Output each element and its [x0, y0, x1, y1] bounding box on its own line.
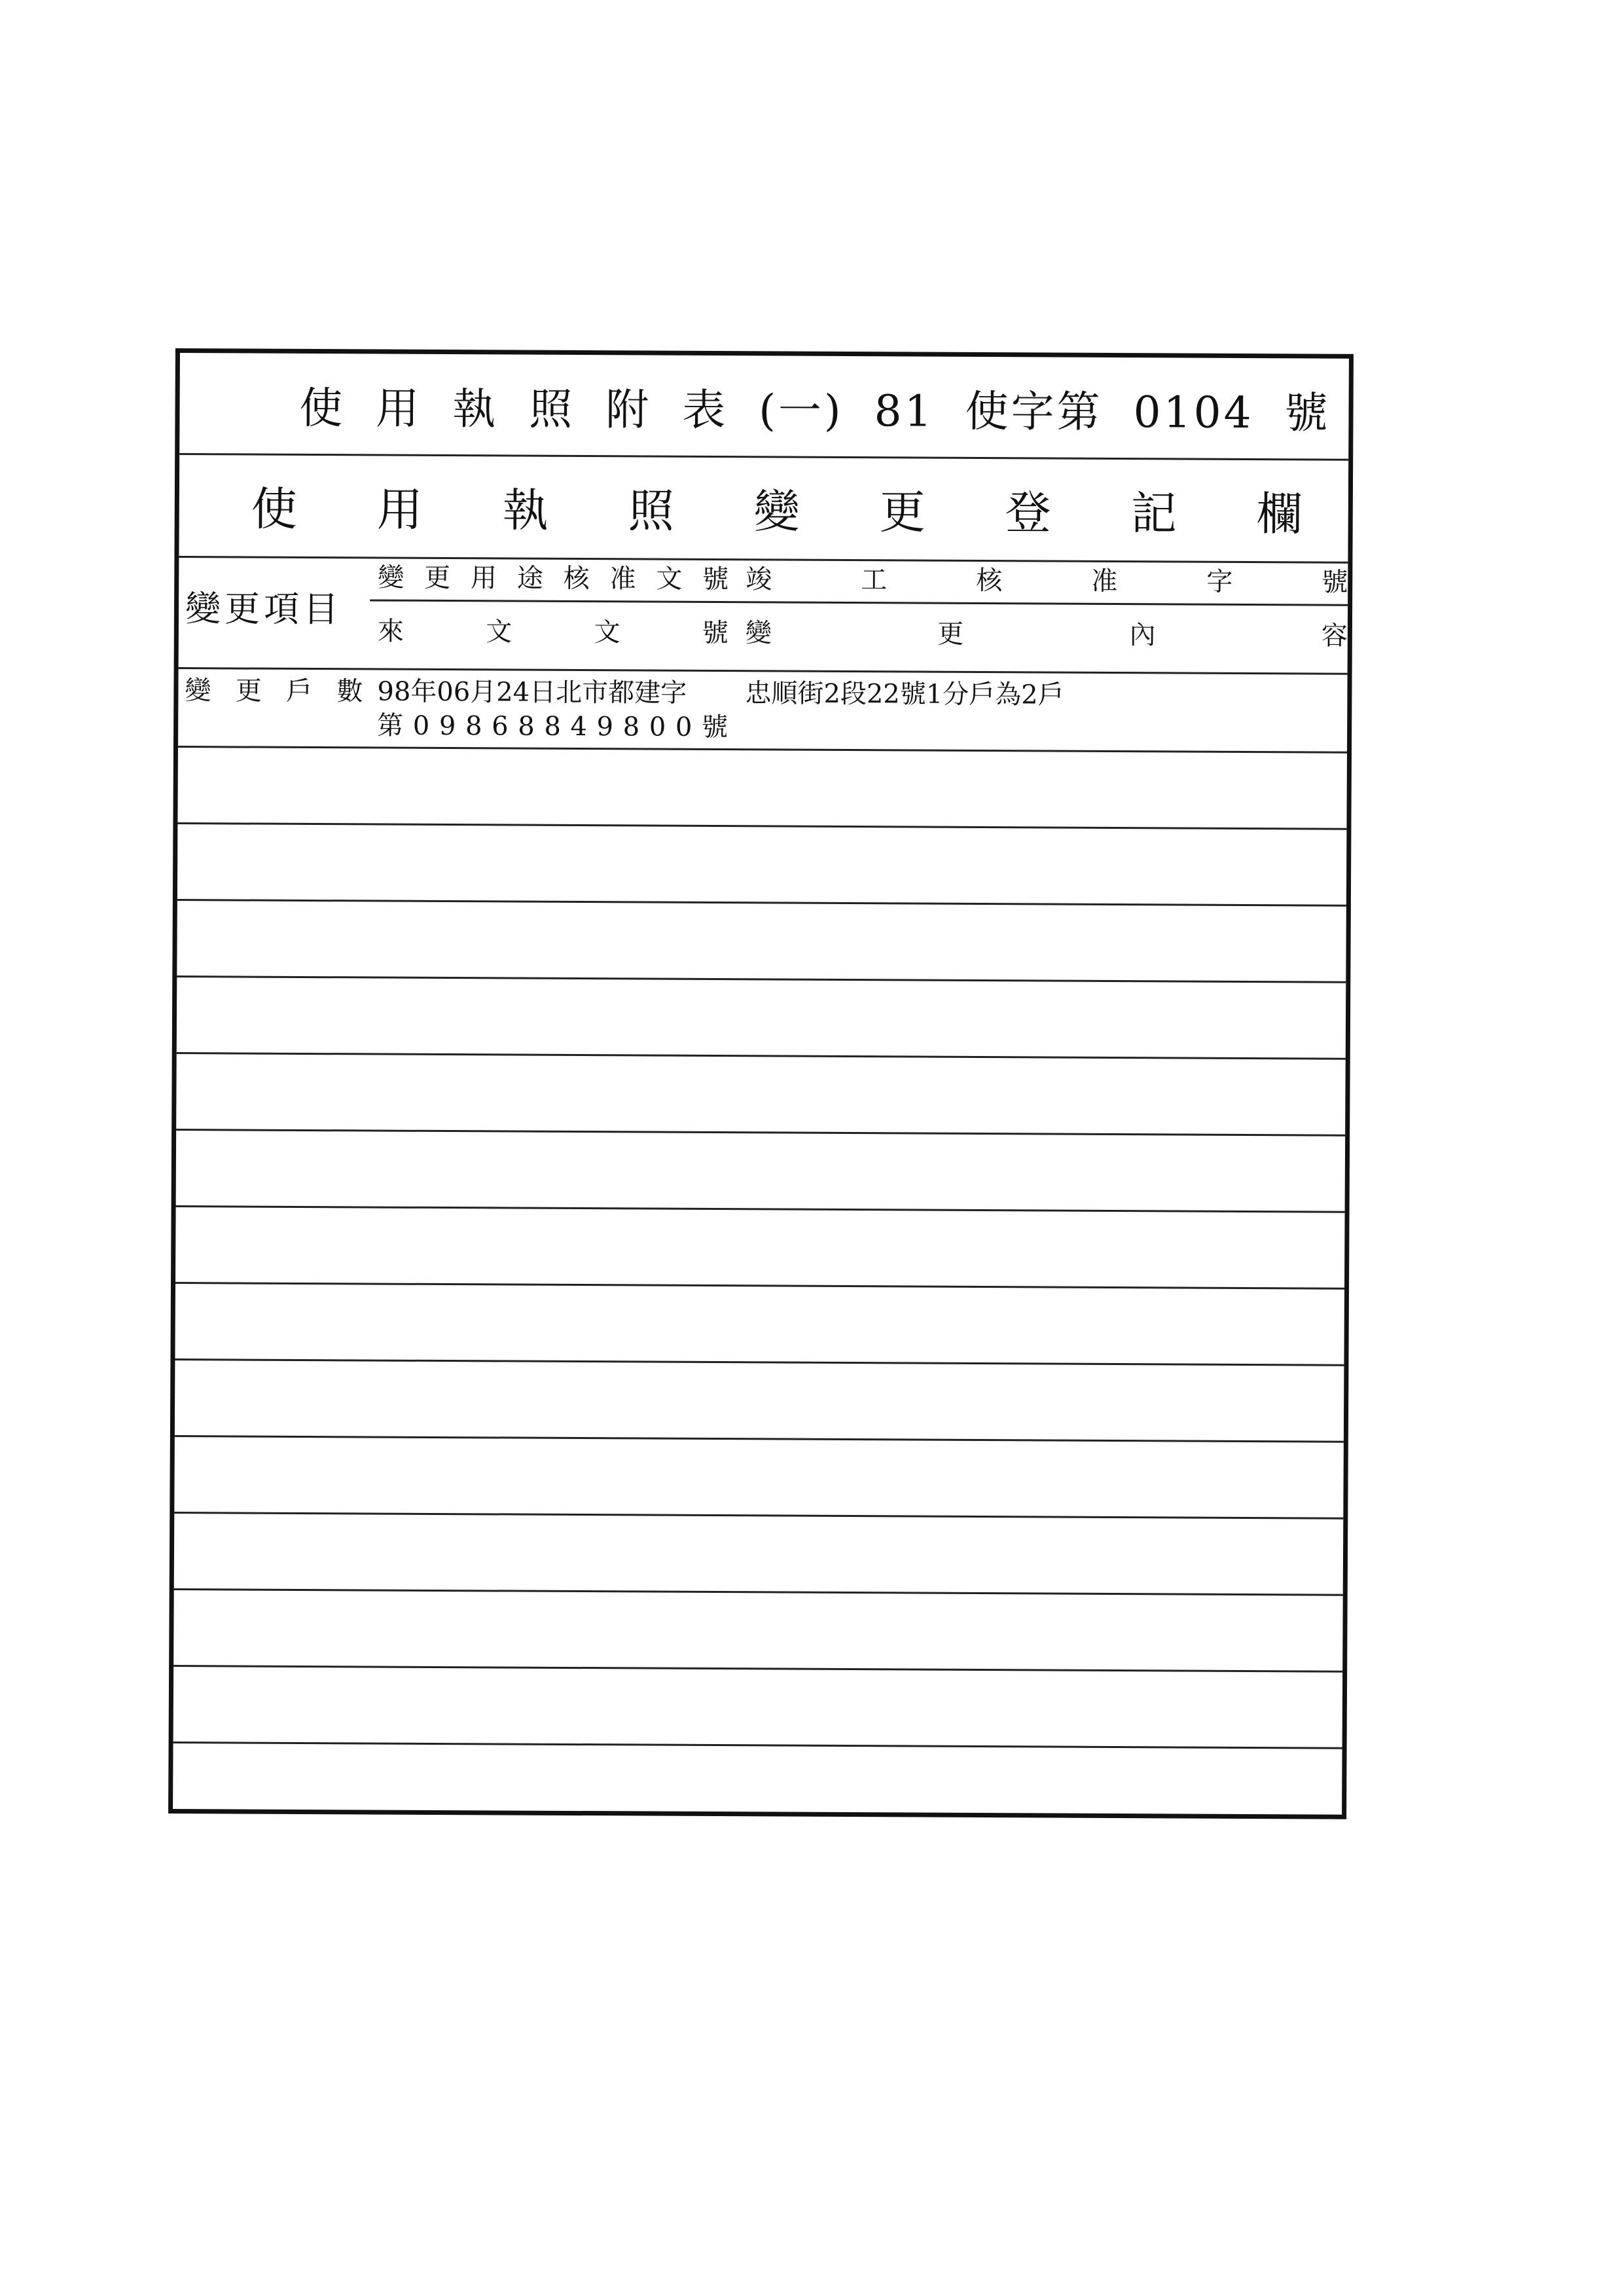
table-row [176, 1205, 1345, 1213]
form-subtitle-row [179, 456, 1348, 559]
row-1-change-item: 變 更 戶 數 [185, 676, 363, 707]
header-completion-no: 竣 工 核 准 字 號 [746, 564, 1348, 598]
row-1-doc-line2: 第 0 9 8 6 8 8 4 9 8 0 0 號 [377, 710, 728, 743]
usage-permit-change-form [168, 348, 1354, 1819]
table-row [178, 746, 1347, 754]
table-row [174, 1588, 1343, 1596]
row-1-doc-line1: 98年06月24日北市都建字 [377, 676, 687, 708]
table-row [175, 1435, 1344, 1443]
form-title-row [179, 353, 1349, 460]
table-row [175, 1358, 1344, 1366]
table-row [177, 1052, 1346, 1060]
form-subtitle: 使 用 執 照 變 更 登 記 欄 [251, 482, 1303, 541]
row-1-change-content: 忠順街2段22號1分戶為2戶 [745, 678, 1064, 710]
table-row [174, 1512, 1343, 1520]
table-row [173, 1741, 1342, 1749]
table-row [177, 975, 1346, 983]
table-row [177, 822, 1346, 830]
table-row [173, 1665, 1342, 1673]
header-incoming-doc-no: 來 文 文 號 [377, 616, 728, 649]
table-row [176, 1129, 1345, 1137]
table-row [175, 1282, 1344, 1290]
header-change-content: 變 更 內 容 [745, 618, 1348, 651]
header-subdivider [370, 599, 1348, 606]
table-row [177, 899, 1346, 907]
header-change-item: 變更項目 [185, 588, 343, 630]
form-title: 使 用 執 照 附 表 (一) 81 使字第 0104 號 [299, 382, 1331, 439]
header-approval-doc-no: 變 更 用 途 核 准 文 號 [378, 562, 729, 595]
divider [179, 667, 1348, 675]
